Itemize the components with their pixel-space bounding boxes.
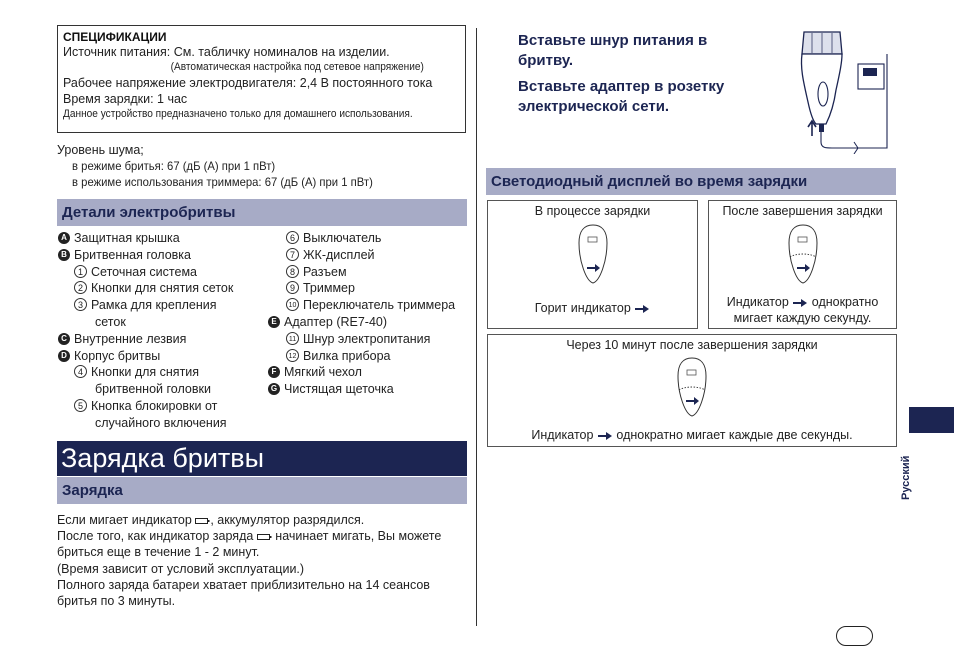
part-item xyxy=(58,348,278,365)
caption-text: Индикатор xyxy=(531,428,594,442)
part-number: 12 xyxy=(286,349,299,362)
led-display-charging-icon xyxy=(576,223,610,285)
part-label: Кнопки для снятия xyxy=(91,365,200,380)
part-item xyxy=(270,331,470,348)
part-label: Разъем xyxy=(303,264,347,279)
text-span: Если мигает индикатор xyxy=(57,513,192,527)
panel-complete-title: После завершения зарядки xyxy=(722,204,883,218)
panel-complete-caption xyxy=(709,294,896,326)
plug-indicator-icon xyxy=(792,298,808,308)
charging-para-4-cont: бритья по 3 минуты. xyxy=(57,594,176,609)
spec-power-source: Источник питания: См. табличку номиналов на изделии. xyxy=(63,45,390,59)
part-label-cont: случайного включения xyxy=(95,415,227,430)
part-item xyxy=(270,348,470,365)
charging-para-2 xyxy=(57,528,469,544)
panel-charge-complete xyxy=(708,200,897,329)
part-label: Кнопки для снятия сеток xyxy=(91,281,234,296)
part-label: Переключатель триммера xyxy=(303,298,456,313)
instruction-line: бритву. xyxy=(518,52,574,69)
specifications-box xyxy=(57,25,466,133)
spec-motor-voltage: Рабочее напряжение электродвигателя: 2,4 В постоянного тока xyxy=(63,76,433,90)
part-item xyxy=(268,364,470,381)
charging-subheading: Зарядка xyxy=(57,477,467,504)
led-display-10min-icon xyxy=(675,356,709,418)
spec-title: СПЕЦИФИКАЦИИ xyxy=(63,30,167,44)
part-label: Кнопка блокировки от xyxy=(91,398,218,413)
language-tab-label: Русский xyxy=(900,455,912,500)
part-label: Бритвенная головка xyxy=(74,247,191,262)
noise-label: Уровень шума; xyxy=(57,143,144,157)
caption-text: мигает каждую секунду. xyxy=(733,311,872,325)
charging-para-3: (Время зависит от условий эксплуатации.) xyxy=(57,561,305,576)
charging-body xyxy=(57,512,469,609)
part-item xyxy=(58,331,278,348)
part-label: ЖК-дисплей xyxy=(303,247,375,262)
caption-text: Горит индикатор xyxy=(534,301,631,315)
instruction-line: Вставьте адаптер в розетку xyxy=(518,78,725,95)
part-item xyxy=(58,297,278,314)
panel-10min-caption xyxy=(488,428,896,442)
spec-charge-time: Время зарядки: 1 час xyxy=(63,92,188,106)
part-item xyxy=(58,230,278,247)
instruction-line: Вставьте шнур питания в xyxy=(518,32,708,49)
part-label: Шнур электропитания xyxy=(303,331,431,346)
parts-heading: Детали электробритвы xyxy=(57,199,467,226)
noise-shaving: в режиме бритья: 67 (дБ (А) при 1 пВт) xyxy=(72,159,276,173)
part-label: Выключатель xyxy=(303,231,382,245)
part-badge-g: G xyxy=(268,383,280,395)
spec-home-use: Данное устройство предназначено только для домашнего использования. xyxy=(63,108,413,120)
part-item xyxy=(268,314,470,331)
panel-charging xyxy=(487,200,698,329)
page-number-oval xyxy=(836,626,873,646)
plug-indicator-icon xyxy=(597,431,613,441)
part-item xyxy=(58,280,278,297)
charging-para-2-cont: бриться еще в течение 1 - 2 минут. xyxy=(57,545,260,560)
shaver-charging-illustration xyxy=(792,24,897,154)
part-label: Чистящая щеточка xyxy=(284,382,394,397)
part-label: Защитная крышка xyxy=(74,231,180,245)
part-number: 3 xyxy=(74,298,87,311)
part-item xyxy=(270,297,470,314)
caption-text: Индикатор xyxy=(726,295,789,309)
part-item xyxy=(58,398,278,415)
language-tab-marker xyxy=(909,407,954,433)
text-span: начинает мигать, Вы можете xyxy=(275,529,442,544)
panel-10min-title: Через 10 минут после завершения зарядки xyxy=(566,338,818,352)
part-badge-a: A xyxy=(58,232,70,244)
part-item xyxy=(270,247,470,264)
panel-after-10-min xyxy=(487,334,897,447)
part-item xyxy=(58,264,278,281)
panel-charging-title: В процессе зарядки xyxy=(534,204,651,218)
charging-para-1 xyxy=(57,512,469,528)
part-item xyxy=(270,230,470,247)
part-number: 9 xyxy=(286,281,299,294)
part-number: 5 xyxy=(74,399,87,412)
instruction-line: электрической сети. xyxy=(518,98,670,115)
panel-charging-caption xyxy=(488,301,697,315)
part-label: Рамка для крепления xyxy=(91,298,217,313)
part-badge-e: E xyxy=(268,316,280,328)
caption-text: однократно xyxy=(811,295,879,309)
part-number: 11 xyxy=(286,332,299,345)
part-item xyxy=(270,264,470,281)
part-number: 7 xyxy=(286,248,299,261)
part-label: Вилка прибора xyxy=(303,348,391,363)
part-item xyxy=(270,280,470,297)
part-label-cont: сеток xyxy=(95,314,126,329)
part-item xyxy=(58,247,278,264)
noise-trimmer: в режиме использования триммера: 67 (дБ (А) при 1 пВт) xyxy=(72,175,373,189)
part-label-cont: бритвенной головки xyxy=(95,382,211,397)
spec-auto-voltage: (Автоматическая настройка под сетевое напряжение) xyxy=(170,61,424,73)
part-badge-f: F xyxy=(268,366,280,378)
plug-indicator-icon xyxy=(634,304,650,314)
charging-para-4: Полного заряда батареи хватает приблизительно на 14 сеансов xyxy=(57,577,430,592)
caption-text: однократно мигает каждые две секунды. xyxy=(616,428,853,442)
part-badge-c: C xyxy=(58,333,70,345)
part-badge-d: D xyxy=(58,350,70,362)
battery-low-icon xyxy=(195,517,210,525)
text-span: После того, как индикатор заряда xyxy=(57,529,254,544)
part-number: 8 xyxy=(286,265,299,278)
parts-list-right xyxy=(270,230,470,398)
parts-list-left xyxy=(58,230,278,432)
part-label: Сеточная система xyxy=(91,264,197,279)
part-label: Триммер xyxy=(303,281,355,296)
battery-low-icon xyxy=(257,533,272,541)
part-label: Внутренние лезвия xyxy=(74,331,187,346)
part-number: 4 xyxy=(74,365,87,378)
part-label: Корпус бритвы xyxy=(74,348,161,363)
text-span: , аккумулятор разрядился. xyxy=(210,513,365,527)
charging-title: Зарядка бритвы xyxy=(57,441,467,476)
part-number: 2 xyxy=(74,281,87,294)
column-divider xyxy=(476,28,477,626)
led-display-heading: Светодиодный дисплей во время зарядки xyxy=(486,168,896,195)
part-number: 1 xyxy=(74,265,87,278)
part-label: Мягкий чехол xyxy=(284,365,362,380)
part-item xyxy=(58,364,278,381)
part-number: 6 xyxy=(286,231,299,244)
part-badge-b: B xyxy=(58,249,70,261)
noise-level xyxy=(57,142,393,190)
part-number: 10 xyxy=(286,298,299,311)
led-display-complete-icon xyxy=(786,223,820,285)
part-item xyxy=(268,381,470,398)
plug-instructions xyxy=(518,31,724,117)
part-label: Адаптер (RE7-40) xyxy=(284,314,388,329)
